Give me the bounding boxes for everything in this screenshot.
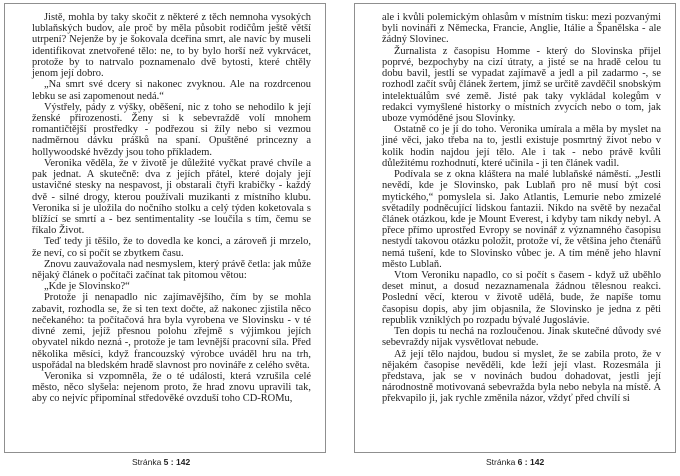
- page-left: [4, 3, 326, 453]
- paragraph: Podívala se z okna kláštera na malé lublaňské náměstí. „Jestli nevědí, kde je Slovinsko, pak Lublaň pro ně musí být cosi mytického,“ pomyslela si. Jako Atlantis, Lemurie nebo zmizelé světadíly podněcující lidskou fantazii. Nikdo na světě by nezačal článek otázkou, kde je Mount Everest, i kdyby tam nikdy nebyl. A přece přímo uprostřed Evropy se novinář z významného časopisu nestydí takovou otázku položit, protože ví, že většina jeho čtenářů nemá tušení, kde to Slovinsko vůbec je. A tím méně jeho hlavní město Lublaň.: [382, 169, 661, 270]
- page-number: 5: [163, 457, 169, 467]
- page-separator: :: [524, 457, 528, 467]
- paragraph: Veronika věděla, že v životě je důležité vyčkat pravé chvíle a pak jednat. A skutečně: dva z jejích přátel, které dojaly její ustavičné stesky na nespavost, ji obstarali čtyři krabičky - každý dvě - silné drogy, kterou používali muzikanti z místního klubu. Veronika si je uložila do nočního stolku a celý týden koketovala s blížící se smrtí a - bez sentimentality -se loučila s tím, čemu se říkalo Život.: [32, 157, 311, 237]
- paragraph: Žurnalista z časopisu Homme - který do Slovinska přijel poprvé, bezpochyby na cizí útraty, a jisté se na hradě celou tu dobu bavil, jestli se vypadat zajímavě a jedl a pil zadarmo -, se rozhodl začít svůj článek žertem, jímž se určitě zavděčil snobským intelektuálům své země. Jisté pak taky vykládal kolegům v redakci vymyšlené historky o místních zvycích nebo o tom, jak uboze vymóděné jsou Slovinky.: [382, 45, 661, 124]
- paragraph: „Kde je Slovinsko?“: [44, 281, 130, 293]
- page-separator: :: [170, 457, 174, 467]
- total-pages: 142: [530, 457, 545, 467]
- page-text: [382, 12, 661, 405]
- page-right: [354, 3, 676, 453]
- paragraph: Až její tělo najdou, budou si myslet, že se zabila proto, že v nějakém časopise nevěděli, kde leží její vlast. Rozesmála ji představa, jak se v novinách budou dohadovat, jestli její národnostně motivovaná sebevražda byla nebo nebyla na místě. A překvapilo ji, jak rychle změnila názor, vždyť před chvílí si: [382, 348, 661, 405]
- paragraph: Vtom Veroniku napadlo, co si počít s časem - když už uběhlo deset minut, a dosud nezaznamenala žádnou tělesnou reakci. Poslední věcí, kterou v životě udělá, bude, že napíše tomu časopisu dopis, aby jim objasnila, že Slovinsko je jedna z pěti republik vzniklých po rozpadu bývalé Jugoslávie.: [382, 270, 661, 326]
- total-pages: 142: [176, 457, 191, 467]
- page-number: 6: [517, 457, 523, 467]
- page-footer-left: [132, 457, 190, 467]
- footer-label: Stránka: [486, 457, 516, 467]
- paragraph: Ten dopis tu nechá na rozloučenou. Jinak skutečné důvody své sebevraždy nijak vysvětlovat nebude.: [382, 326, 661, 349]
- paragraph: Znovu zauvažovala nad nesmyslem, který právě četla: jak může nějaký článek o počítači začínat tak pitomou větou:: [32, 258, 311, 282]
- footer-label: Stránka: [132, 457, 162, 467]
- paragraph: Ostatně co je jí do toho. Veronika umírala a měla by myslet na jiné věci, jako třeba na to, jestli existuje posmrtný život nebo v kolik hodin najdou její tělo. Ale i tak - nebo právě kvůli důležitému rozhodnutí, které učinila - ji ten článek vadil.: [382, 124, 661, 169]
- paragraph: Výstřely, pády z výšky, oběšení, nic z toho se nehodilo k její ženské přirozenosti. Ženy si k sebevraždě volí mnohem romantičtější prostředky - podřezou si žíly nebo si vezmou nadměrnou dávku prášků na spaní. Opuštěné princezny a hollywoodské hvězdy jsou toho příkladem.: [32, 101, 311, 158]
- page-text: [32, 12, 311, 405]
- paragraph: Protože ji nenapadlo nic zajímavějšího, čím by se mohla zabavit, rozhodla se, že si ten text dočte, až nakonec zjistila něco nečekaného: ta počítačová hra byla vyrobena ve Slovinsku - v té divné zemi, jejíž přesnou polohu zřejmě s výjimkou jejích obyvatel nikdo nezná -, protože je tam levnější pracovní síla. Před několika měsíci, když francouzský výrobce uváděl hru na trh, uspořádal na bledském hradě slavnost pro novináře z celého světa.: [32, 292, 311, 371]
- paragraph: Teď tedy ji těšilo, že to dovedla ke konci, a zároveň ji mrzelo, že neví, co si počít se zbytkem času.: [32, 236, 311, 259]
- paragraph: Jistě, mohla by taky skočit z některé z těch nemnoha vysokých lublaňských budov, ale proč by měla působit rodičům ještě větší utrpení? Nejenže by je šokovala dceřina smrt, ale navíc by museli identifikovat znetvořené tělo: ne, to by bylo horší než vykrvácet, protože by to natrvalo poznamenalo dvě bytosti, které chtěly jenom její dobro.: [32, 12, 311, 80]
- paragraph: Veronika si vzpomněla, že o té události, která vzrušila celé město, něco slyšela: nejenom proto, že hrad znovu upravili tak, aby co nejvíc připomínal středověké ovzduší toho CD-ROMu,: [32, 371, 311, 405]
- page-footer-right: [486, 457, 544, 467]
- paragraph: ale i kvůli polemickým ohlasům v místním tisku: mezi pozvanými byli novináři z Německa, Francie, Anglie, Itálie a Španělska - ale žádný Slovinec.: [382, 12, 661, 46]
- paragraph: „Na smrt své dcery si nakonec zvyknou. Ale na rozdrcenou lebku se asi zapomenout nedá.“: [32, 79, 311, 102]
